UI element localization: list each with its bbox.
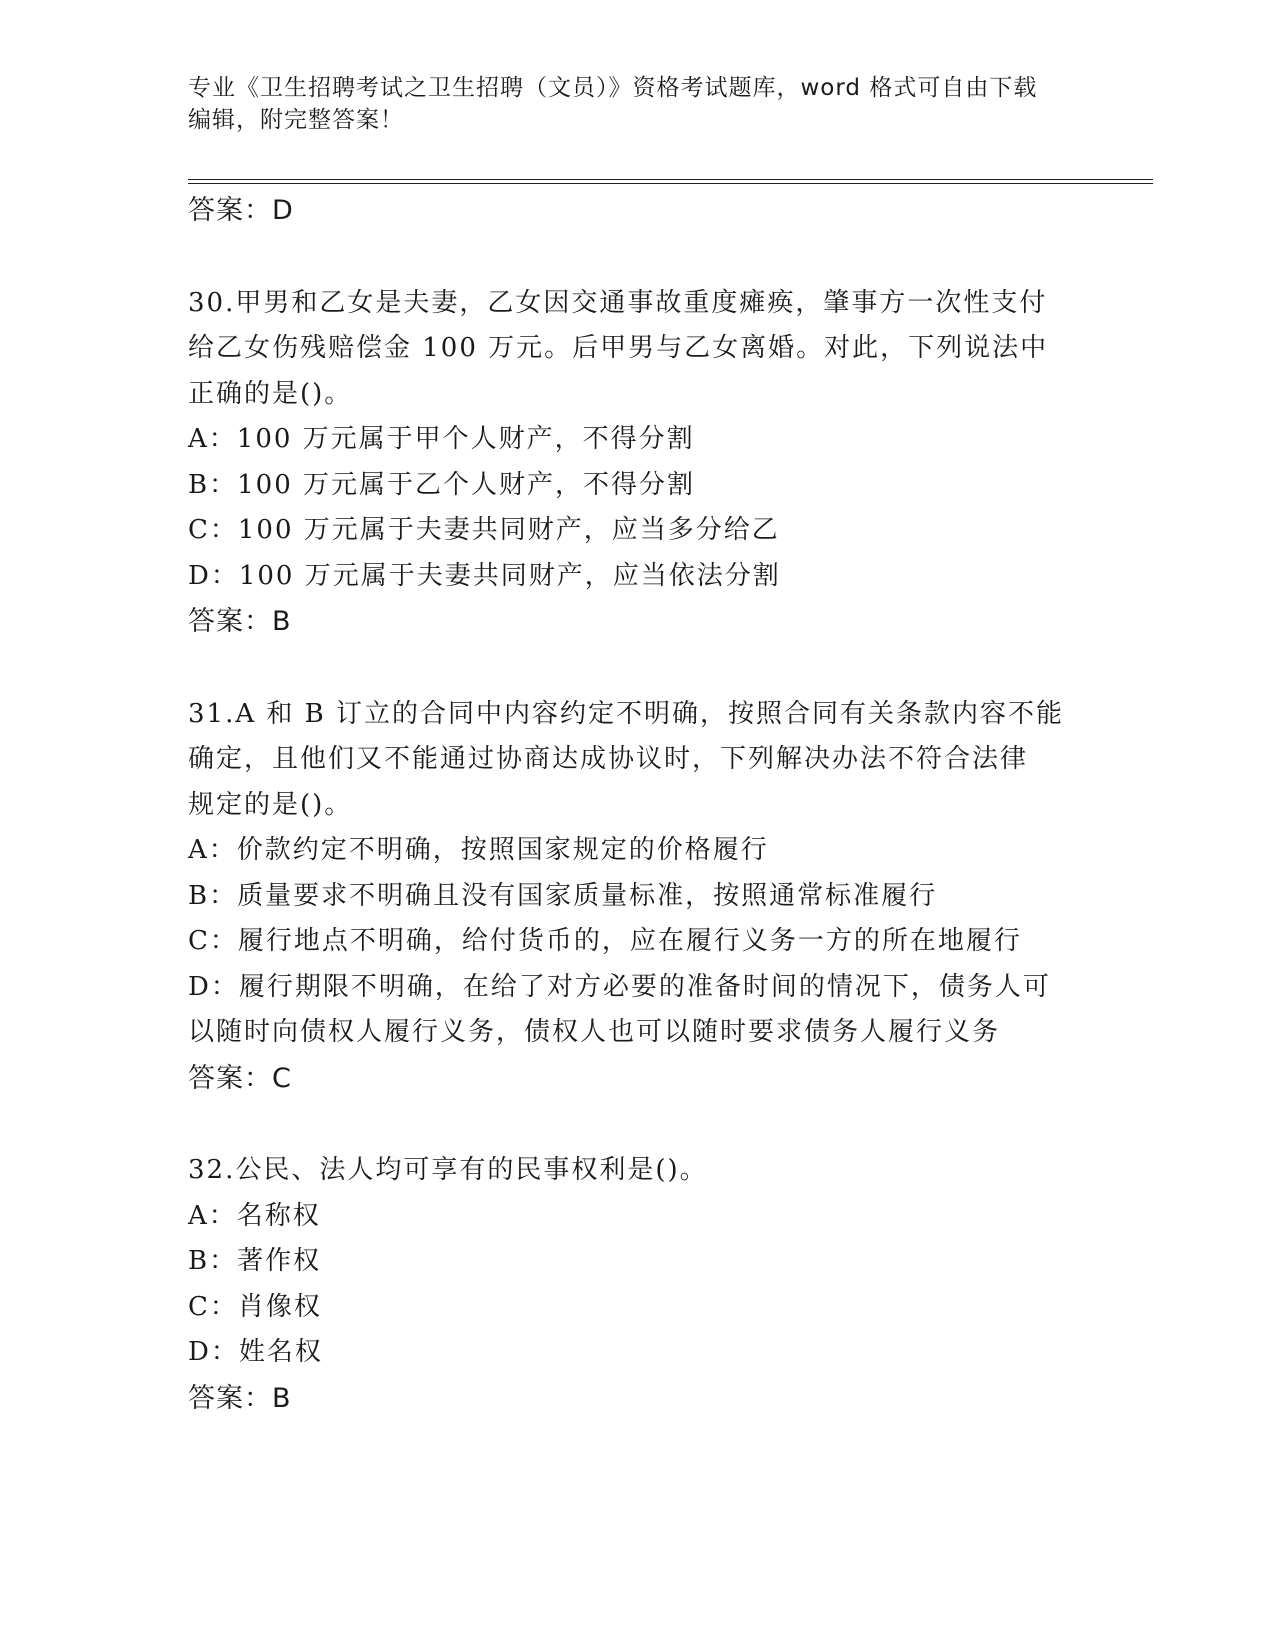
option-a: A：100 万元属于甲个人财产，不得分割	[188, 424, 695, 454]
question-stem-line: 确定，且他们又不能通过协商达成协议时，下列解决办法不符合法律	[188, 744, 1029, 774]
previous-answer: 答案：D	[188, 195, 294, 226]
question-stem-line: 32.公民、法人均可享有的民事权利是()。	[188, 1155, 708, 1185]
option-b: B：质量要求不明确且没有国家质量标准，按照通常标准履行	[188, 880, 938, 911]
spacer	[188, 234, 1088, 281]
option-b: B：100 万元属于乙个人财产，不得分割	[188, 469, 695, 500]
header-divider-bottom	[188, 183, 1153, 184]
option-d-continued: 以随时向债权人履行义务，债权人也可以随时要求债务人履行义务	[188, 1017, 1001, 1047]
question-block-31	[188, 692, 1088, 1102]
question-list	[188, 188, 1088, 1421]
question-answer: 答案：B	[188, 1382, 292, 1414]
question-stem-line: 30.甲男和乙女是夫妻，乙女因交通事故重度瘫痪，肇事方一次性支付	[188, 287, 1048, 318]
option-d: D：姓名权	[188, 1337, 323, 1367]
option-d: D：履行期限不明确，在给了对方必要的准备时间的情况下，债务人可	[188, 971, 1051, 1002]
option-a: A：名称权	[188, 1200, 321, 1231]
option-c: C：履行地点不明确，给付货币的，应在履行义务一方的所在地履行	[188, 926, 1022, 956]
header-line-1: 专业《卫生招聘考试之卫生招聘（文员）》资格考试题库，word 格式可自由下载	[188, 75, 1038, 101]
option-d: D：100 万元属于夫妻共同财产，应当依法分割	[188, 560, 781, 591]
question-stem-line: 规定的是()。	[188, 789, 353, 820]
question-block-30	[188, 281, 1088, 645]
spacer	[188, 645, 1088, 692]
question-answer: 答案：B	[188, 606, 292, 637]
option-a: A：价款约定不明确，按照国家规定的价格履行	[188, 835, 769, 865]
header-divider-top	[188, 179, 1153, 180]
option-c: C：100 万元属于夫妻共同财产，应当多分给乙	[188, 515, 780, 545]
question-answer: 答案：C	[188, 1062, 292, 1094]
question-stem-line: 给乙女伤残赔偿金 100 万元。后甲男与乙女离婚。对此，下列说法中	[188, 333, 1049, 363]
question-stem-line: 正确的是()。	[188, 378, 353, 409]
header-line-2: 编辑，附完整答案！	[188, 107, 404, 133]
option-c: C：肖像权	[188, 1291, 322, 1322]
question-block-32	[188, 1148, 1088, 1421]
spacer	[188, 1101, 1088, 1148]
question-stem-line: 31.A 和 B 订立的合同中内容约定不明确，按照合同有关条款内容不能	[188, 698, 1065, 729]
option-b: B：著作权	[188, 1246, 322, 1276]
document-header	[188, 72, 1088, 136]
